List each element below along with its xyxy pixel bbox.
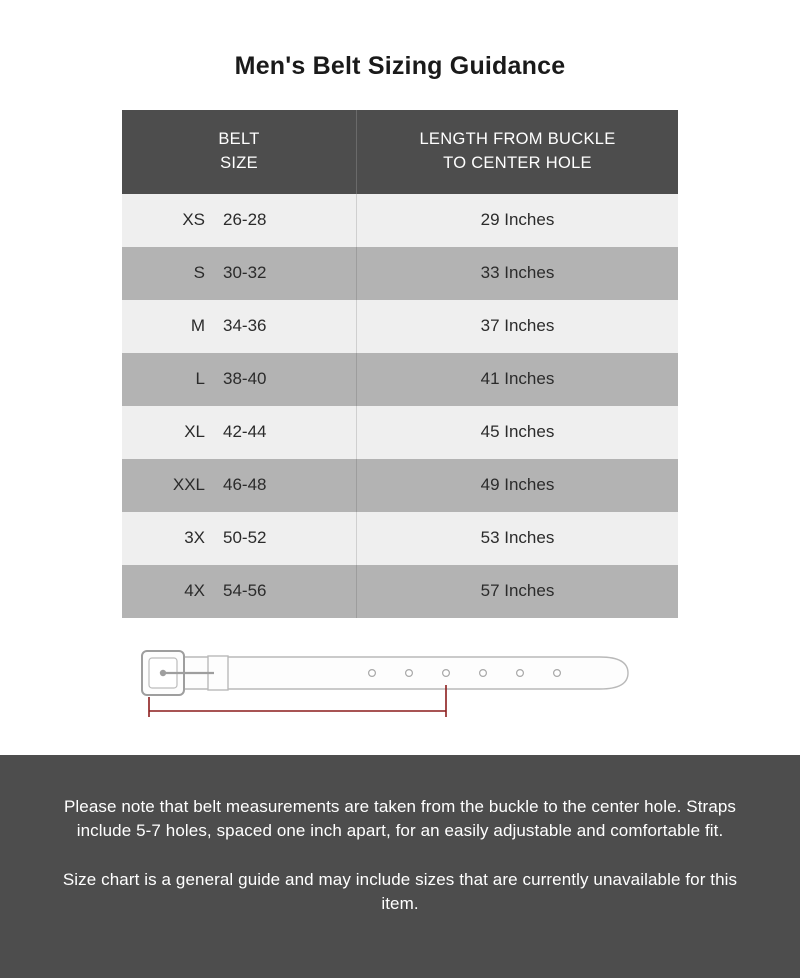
cell-length: 33 Inches [357,247,679,300]
size-range: 26-28 [223,210,267,230]
cell-belt-size [122,194,357,247]
footer-note [0,755,800,978]
table-row [122,406,678,459]
cell-length: 57 Inches [357,565,679,618]
belt-diagram [122,635,678,733]
table-row [122,459,678,512]
size-chart-table [122,110,678,618]
size-range: 54-56 [223,581,267,601]
cell-belt-size [122,512,357,565]
cell-belt-size [122,247,357,300]
column-header-belt-size-line1: BELT [218,130,260,148]
size-label: M [190,316,205,336]
column-header-belt-size-line2: SIZE [220,153,258,172]
column-header-length-line1: LENGTH FROM BUCKLE [419,130,616,148]
table-row [122,247,678,300]
column-header-belt-size [122,110,357,194]
size-label: XL [184,422,205,442]
size-label: L [195,369,205,389]
size-chart-table-wrapper [122,110,678,618]
cell-length: 45 Inches [357,406,679,459]
table-row [122,194,678,247]
table-row [122,300,678,353]
size-label: XS [182,210,205,230]
belt-illustration-icon [122,635,678,733]
table-row [122,353,678,406]
size-range: 30-32 [223,263,267,283]
size-range: 50-52 [223,528,267,548]
size-range: 34-36 [223,316,267,336]
cell-length: 49 Inches [357,459,679,512]
cell-belt-size [122,406,357,459]
size-label: XXL [172,475,205,495]
table-row [122,565,678,618]
size-label: S [193,263,205,283]
note-paragraph-2: Size chart is a general guide and may include sizes that are currently unavailable for this item. [62,870,738,914]
cell-length: 53 Inches [357,512,679,565]
note-paragraph-1: Please note that belt measurements are taken from the buckle to the center hole. Straps include 5-7 holes, spaced one inch apart, for an easily adjustable and comfortable fit. [63,796,737,840]
table-body [122,194,678,618]
table-row [122,512,678,565]
cell-belt-size [122,459,357,512]
table-header-row [122,110,678,194]
cell-length: 29 Inches [357,194,679,247]
cell-length: 37 Inches [357,300,679,353]
cell-length: 41 Inches [357,353,679,406]
size-label: 3X [184,528,205,548]
cell-belt-size [122,565,357,618]
size-range: 38-40 [223,369,267,389]
cell-belt-size [122,300,357,353]
size-range: 42-44 [223,422,267,442]
size-label: 4X [184,581,205,601]
page-title: Men's Belt Sizing Guidance [234,52,566,80]
column-header-length [357,110,679,194]
cell-belt-size [122,353,357,406]
size-range: 46-48 [223,475,267,495]
column-header-length-line2: TO CENTER HOLE [443,153,592,172]
table-header [122,110,678,194]
